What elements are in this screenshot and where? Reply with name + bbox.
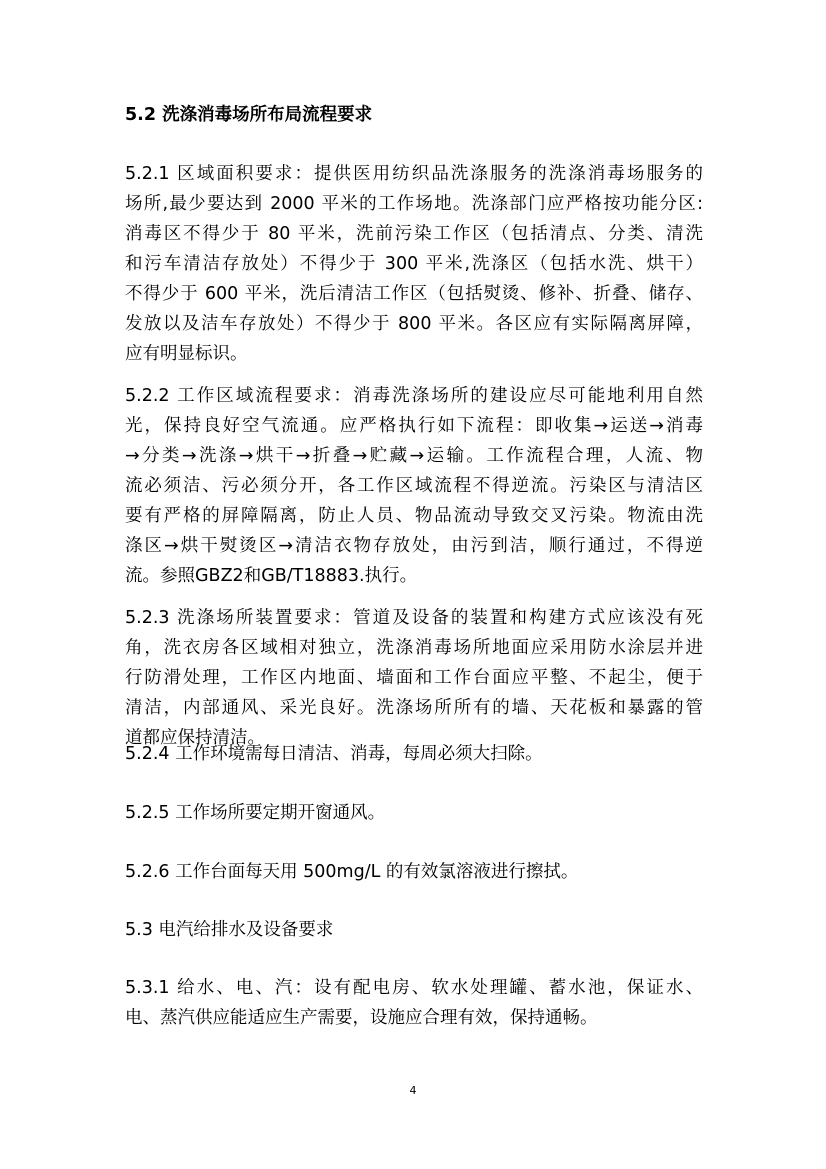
paragraph-line: 道都应保持清洁。 xyxy=(125,728,265,748)
paragraph-5-2-3 xyxy=(125,603,703,753)
paragraph-line: 5.2.6 工作台面每天用 500mg/L 的有效氯溶液进行擦拭。 xyxy=(125,862,579,882)
paragraph-5-2-2 xyxy=(125,381,703,591)
heading-text: 5.2 洗涤消毒场所布局流程要求 xyxy=(125,105,373,125)
heading-text: 5.3 电汽给排水及设备要求 xyxy=(125,920,334,940)
paragraph-line: →分类→洗涤→烘干→折叠→贮藏→运输。工作流程合理，人流、物 xyxy=(125,446,703,466)
paragraph-line: 角，洗衣房各区域相对独立，洗涤消毒场所地面应采用防水涂层并进 xyxy=(125,638,703,658)
paragraph-line: 清洁，内部通风、采光良好。洗涤场所所有的墙、天花板和暴露的管 xyxy=(125,698,703,718)
paragraph-line: 和污车清洁存放处）不得少于 300 平米,洗涤区（包括水洗、烘干） xyxy=(125,254,703,274)
paragraph-line: 5.2.3 洗涤场所装置要求：管道及设备的装置和构建方式应该没有死 xyxy=(125,608,703,628)
paragraph-5-2-1 xyxy=(125,159,703,369)
paragraph-line: 要有严格的屏障隔离，防止人员、物品流动导致交叉污染。物流由洗 xyxy=(125,506,703,526)
paragraph-line: 5.3.1 给水、电、汽：设有配电房、软水处理罐、蓄水池，保证水、 xyxy=(125,978,703,998)
page-number: 4 xyxy=(409,1084,417,1097)
paragraph-line: 涤区→烘干熨烫区→清洁衣物存放处，由污到洁，顺行通过，不得逆 xyxy=(125,536,703,556)
paragraph-line: 5.2.5 工作场所要定期开窗通风。 xyxy=(125,803,386,823)
paragraph-5-2-4 xyxy=(125,739,703,769)
paragraph-5-2-5 xyxy=(125,798,703,828)
paragraph-line: 光，保持良好空气流通。应严格执行如下流程：即收集→运送→消毒 xyxy=(125,416,703,436)
paragraph-line: 不得少于 600 平米，洗后清洁工作区（包括熨烫、修补、折叠、储存、 xyxy=(125,284,703,304)
paragraph-5-3-1 xyxy=(125,973,703,1033)
paragraph-line: 5.2.2 工作区域流程要求：消毒洗涤场所的建设应尽可能地利用自然 xyxy=(125,386,703,406)
paragraph-line: 流。参照GBZ2和GB/T18883.执行。 xyxy=(125,566,418,586)
section-heading-5-3 xyxy=(125,915,703,945)
paragraph-line: 流必须洁、污必须分开，各工作区域流程不得逆流。污染区与清洁区 xyxy=(125,476,703,496)
paragraph-line: 5.2.4 工作环境需每日清洁、消毒，每周必须大扫除。 xyxy=(125,744,543,764)
paragraph-line: 5.2.1 区域面积要求：提供医用纺织品洗涤服务的洗涤消毒场服务的 xyxy=(125,164,703,184)
paragraph-line: 应有明显标识。 xyxy=(125,344,248,364)
paragraph-line: 发放以及洁车存放处）不得少于 800 平米。各区应有实际隔离屏障， xyxy=(125,314,703,334)
section-heading-5-2 xyxy=(125,100,703,130)
paragraph-line: 场所,最少要达到 2000 平米的工作场地。洗涤部门应严格按功能分区: xyxy=(125,194,703,214)
paragraph-line: 消毒区不得少于 80 平米，洗前污染工作区（包括清点、分类、清洗 xyxy=(125,224,703,244)
paragraph-5-2-6 xyxy=(125,857,703,887)
paragraph-line: 电、蒸汽供应能适应生产需要，设施应合理有效，保持通畅。 xyxy=(125,1008,598,1028)
paragraph-line: 行防滑处理，工作区内地面、墙面和工作台面应平整、不起尘，便于 xyxy=(125,668,703,688)
